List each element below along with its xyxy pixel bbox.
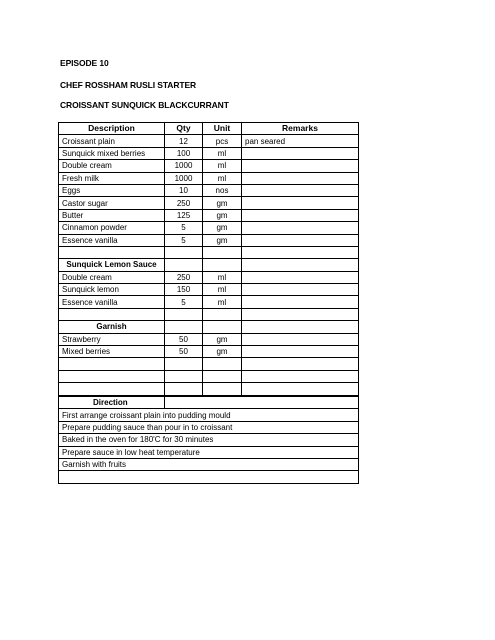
direction-header-row xyxy=(59,397,359,409)
header-remarks: Remarks xyxy=(242,123,359,135)
unit-cell: gm xyxy=(203,333,242,345)
garnish-section-title: Garnish xyxy=(59,321,165,333)
direction-step xyxy=(59,434,359,446)
description-cell: Sunquick lemon xyxy=(59,284,165,296)
direction-step xyxy=(59,458,359,470)
empty-row xyxy=(59,358,359,370)
ingredients-table xyxy=(58,122,359,396)
description-cell: Essence vanilla xyxy=(59,296,165,308)
unit-cell: nos xyxy=(203,184,242,196)
remarks-cell xyxy=(242,296,359,308)
qty-cell: 150 xyxy=(165,284,203,296)
table-row xyxy=(59,222,359,234)
empty-cell xyxy=(165,259,203,271)
empty-cell xyxy=(59,383,165,395)
unit-cell: ml xyxy=(203,284,242,296)
description-cell: Strawberry xyxy=(59,333,165,345)
unit-cell: ml xyxy=(203,160,242,172)
direction-step-text: Garnish with fruits xyxy=(59,458,359,470)
remarks-cell xyxy=(242,197,359,209)
qty-cell: 5 xyxy=(165,234,203,246)
table-row xyxy=(59,135,359,147)
description-cell: Essence vanilla xyxy=(59,234,165,246)
remarks-cell xyxy=(242,271,359,283)
qty-cell: 50 xyxy=(165,346,203,358)
remarks-cell xyxy=(242,234,359,246)
remarks-cell xyxy=(242,284,359,296)
qty-cell: 10 xyxy=(165,184,203,196)
direction-step xyxy=(59,421,359,433)
unit-cell: pcs xyxy=(203,135,242,147)
empty-row xyxy=(59,308,359,320)
remarks-cell xyxy=(242,147,359,159)
unit-cell: ml xyxy=(203,271,242,283)
remarks-cell xyxy=(242,222,359,234)
table-row xyxy=(59,296,359,308)
description-cell: Castor sugar xyxy=(59,197,165,209)
dish-heading: CROISSANT SUNQUICK BLACKCURRANT xyxy=(60,100,229,110)
chef-heading: CHEF ROSSHAM RUSLI STARTER xyxy=(60,80,197,90)
remarks-cell xyxy=(242,160,359,172)
empty-cell xyxy=(59,471,359,483)
description-cell: Double cream xyxy=(59,160,165,172)
description-cell: Mixed berries xyxy=(59,346,165,358)
direction-step xyxy=(59,409,359,421)
unit-cell: gm xyxy=(203,346,242,358)
description-cell: Sunquick mixed berries xyxy=(59,147,165,159)
table-row xyxy=(59,333,359,345)
empty-cell xyxy=(165,397,359,409)
empty-cell xyxy=(203,246,242,258)
table-row xyxy=(59,346,359,358)
empty-cell xyxy=(242,358,359,370)
empty-cell xyxy=(242,383,359,395)
remarks-cell xyxy=(242,333,359,345)
description-cell: Eggs xyxy=(59,184,165,196)
unit-cell: gm xyxy=(203,222,242,234)
description-cell: Cinnamon powder xyxy=(59,222,165,234)
empty-cell xyxy=(59,246,165,258)
unit-cell: ml xyxy=(203,172,242,184)
empty-cell xyxy=(203,383,242,395)
description-cell: Fresh milk xyxy=(59,172,165,184)
empty-cell xyxy=(59,370,165,382)
empty-row xyxy=(59,246,359,258)
empty-cell xyxy=(165,358,203,370)
empty-cell xyxy=(165,321,203,333)
remarks-cell xyxy=(242,184,359,196)
table-row xyxy=(59,172,359,184)
unit-cell: gm xyxy=(203,209,242,221)
qty-cell: 125 xyxy=(165,209,203,221)
empty-cell xyxy=(165,246,203,258)
episode-heading: EPISODE 10 xyxy=(60,58,109,68)
unit-cell: ml xyxy=(203,296,242,308)
empty-cell xyxy=(203,259,242,271)
section-row xyxy=(59,321,359,333)
unit-cell: gm xyxy=(203,234,242,246)
empty-cell xyxy=(242,259,359,271)
section-row xyxy=(59,259,359,271)
table-row xyxy=(59,147,359,159)
empty-cell xyxy=(242,246,359,258)
qty-cell: 50 xyxy=(165,333,203,345)
empty-row xyxy=(59,471,359,483)
remarks-cell xyxy=(242,209,359,221)
empty-row xyxy=(59,370,359,382)
direction-step xyxy=(59,446,359,458)
table-row xyxy=(59,284,359,296)
remarks-cell xyxy=(242,346,359,358)
header-unit: Unit xyxy=(203,123,242,135)
qty-cell: 1000 xyxy=(165,160,203,172)
remarks-cell xyxy=(242,172,359,184)
empty-cell xyxy=(203,370,242,382)
empty-cell xyxy=(165,308,203,320)
empty-cell xyxy=(203,321,242,333)
table-row xyxy=(59,197,359,209)
empty-cell xyxy=(242,321,359,333)
direction-step-text: Prepare pudding sauce than pour in to croissant xyxy=(59,421,359,433)
qty-cell: 1000 xyxy=(165,172,203,184)
direction-table xyxy=(58,396,359,484)
header-description: Description xyxy=(59,123,165,135)
table-row xyxy=(59,234,359,246)
sauce-section-title: Sunquick Lemon Sauce xyxy=(59,259,165,271)
table-row xyxy=(59,160,359,172)
table-header-row xyxy=(59,123,359,135)
direction-step-text: First arrange croissant plain into pudding mould xyxy=(59,409,359,421)
qty-cell: 5 xyxy=(165,222,203,234)
empty-cell xyxy=(59,308,165,320)
description-cell: Butter xyxy=(59,209,165,221)
description-cell: Double cream xyxy=(59,271,165,283)
table-row xyxy=(59,184,359,196)
empty-cell xyxy=(203,358,242,370)
qty-cell: 100 xyxy=(165,147,203,159)
qty-cell: 5 xyxy=(165,296,203,308)
table-row xyxy=(59,209,359,221)
remarks-cell: pan seared xyxy=(242,135,359,147)
empty-row xyxy=(59,383,359,395)
unit-cell: ml xyxy=(203,147,242,159)
qty-cell: 250 xyxy=(165,197,203,209)
empty-cell xyxy=(203,308,242,320)
table-row xyxy=(59,271,359,283)
empty-cell xyxy=(165,370,203,382)
direction-step-text: Prepare sauce in low heat temperature xyxy=(59,446,359,458)
header-qty: Qty xyxy=(165,123,203,135)
direction-title: Direction xyxy=(59,397,165,409)
empty-cell xyxy=(59,358,165,370)
empty-cell xyxy=(242,370,359,382)
qty-cell: 12 xyxy=(165,135,203,147)
unit-cell: gm xyxy=(203,197,242,209)
empty-cell xyxy=(242,308,359,320)
qty-cell: 250 xyxy=(165,271,203,283)
direction-step-text: Baked in the oven for 180'C for 30 minutes xyxy=(59,434,359,446)
description-cell: Croissant plain xyxy=(59,135,165,147)
empty-cell xyxy=(165,383,203,395)
